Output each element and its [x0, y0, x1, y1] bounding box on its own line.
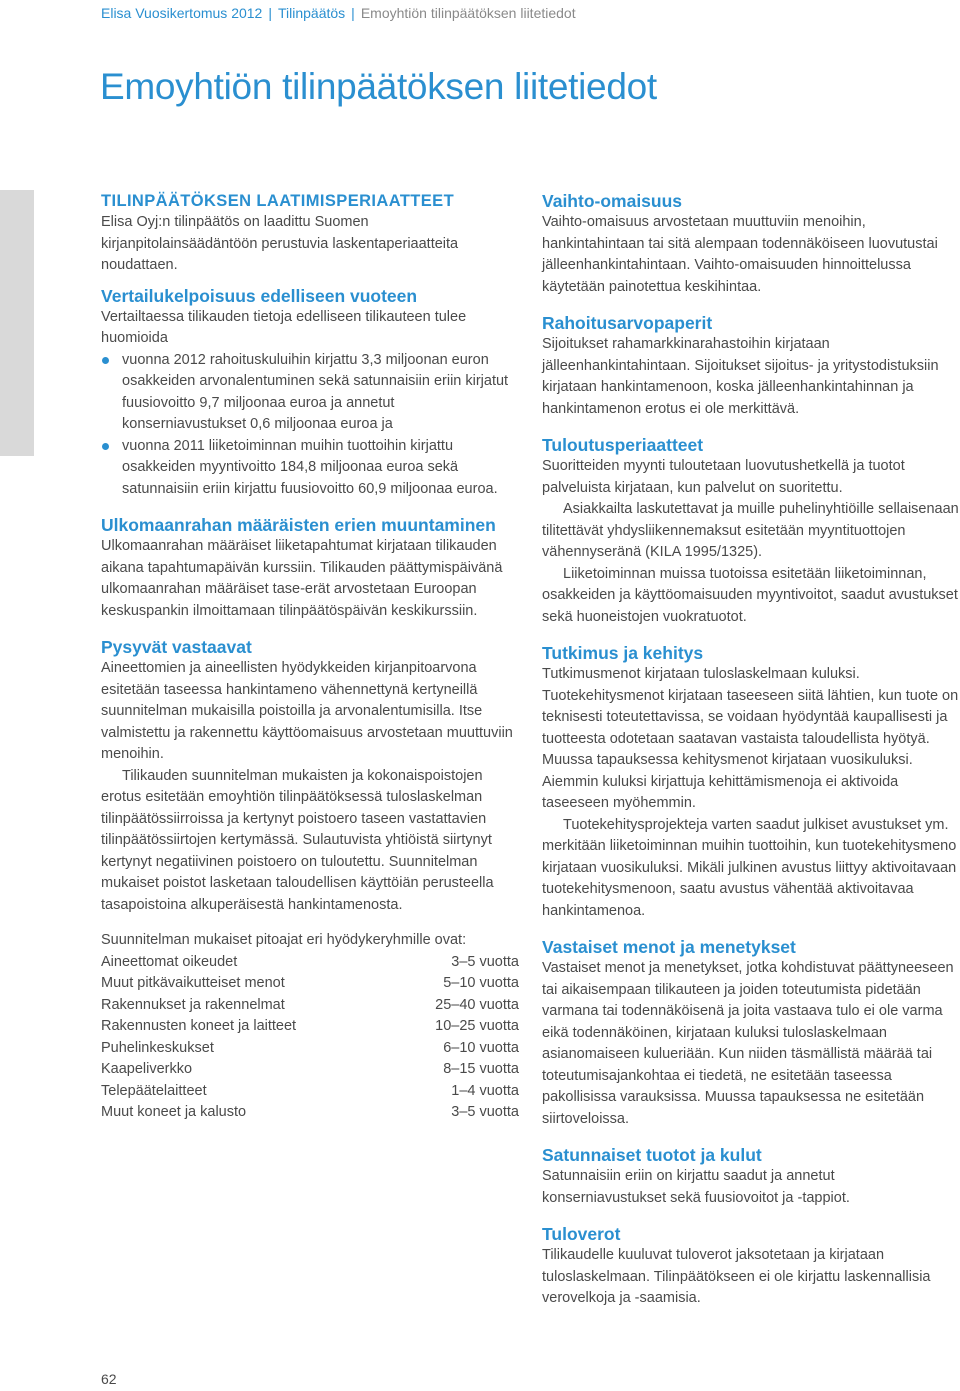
table-row: Muut koneet ja kalusto 3–5 vuotta [101, 1104, 519, 1120]
paragraph: Vertailtaessa tilikauden tietoja edelliseen tilikauteen tulee huomioida [101, 308, 467, 346]
breadcrumb-current: Emoyhtiön tilinpäätöksen liitetiedot [360, 5, 576, 21]
page-number: 62 [101, 1371, 117, 1387]
section-inventories [542, 190, 960, 298]
section-heading: TILINPÄÄTÖKSEN LAATIMISPERIAATTEET [101, 192, 455, 210]
paragraph: Asiakkailta laskutettavat ja muille puhelinyhtiöille sellaisenaan tilitettävät yhdysliikennemaksut esitetään myyntituottojen vähennyseränä (KILA 1995/1325). [542, 501, 959, 560]
list-item: vuonna 2011 liiketoiminnan muihin tuottoihin kirjattu osakkeiden myyntivoitto 184,8 miljoonaa euroa sekä satunnaisiin eriin kirjattu fuusiovoitto 60,9 miljoonaa euroa. [101, 436, 519, 501]
table-row: Telepäätelaitteet 1–4 vuotta [101, 1082, 519, 1099]
breadcrumb-item-report[interactable]: Elisa Vuosikertomus 2012 [101, 5, 263, 21]
paragraph: Vastaiset menot ja menetykset, jotka kohdistuvat päättyneeseen tai aikaisempaan tilikauteen ja joiden toteutumista pidetään varmana tai todennäköisenä ja joita vastaava tulo ei ole varma eikä todennäköinen, kirjataan kuluksi tuloslaskelmaan asianomaiseen kulueriään. Kun niiden täsmällistä määrää tai toteutumisajankohtaa ei tiedetä, ne esitetään taseessa pakollisissa varauksissa. Muussa tapauksessa ne esitetään siirtoveloissa. [542, 960, 954, 1127]
breadcrumb-separator: | [351, 5, 355, 21]
section-heading: Ulkomaanrahan määräisten erien muuntaminen [101, 515, 496, 535]
paragraph: Tutkimusmenot kirjataan tuloslaskelmaan kuluksi. Tuotekehitysmenot kirjataan taseeseen siitä lähtien, kun tuote on teknisesti toteutettavissa, se voidaan hyödyntää kaupallisesti ja tuotteesta odotetaan saatavan vastaista taloudellista hyötyä. Muussa tapauksessa kehitysmenot kirjataan vuosikuluksi. Aiemmin kuluksi kirjattuja kehittämismenoja ei aktivoida taseeseen myöhemmin. [542, 666, 959, 811]
left-column [101, 190, 519, 1138]
section-heading: Vastaiset menot ja menetykset [542, 937, 796, 957]
section-heading: Pysyvät vastaavat [101, 637, 252, 657]
section-research-development [542, 642, 960, 922]
paragraph: Liiketoiminnan muissa tuotoissa esitetään liiketoiminnan, osakkeiden ja käyttöomaisuuden myyntivoitot, saadut avustukset sekä huoneistojen vuokratuotot. [542, 565, 958, 625]
section-foreign-currency [101, 514, 519, 622]
paragraph: Tilikaudelle kuuluvat tuloverot jaksotetaan ja kirjataan tuloslaskelmaan. Tilinpäätökseen ei ole kirjattu laskennallisia verovelkoja ja -saamisia. [542, 1247, 931, 1306]
side-decoration-bar [0, 190, 34, 456]
right-column [542, 190, 960, 1324]
paragraph: Tuotekehitysprojekteja varten saadut julkiset avustukset ym. merkitään liiketoiminnan muihin tuottoihin, kun tuotekehitysmeno kirjataan vuosikuluksi. Mikäli julkinen avustus liittyy aktivoitavaan tuotekehitysmenoon, saatu avustus vähentää aktivoitavaa hankintamenoa. [542, 816, 957, 919]
table-row: Rakennukset ja rakennelmat 25–40 vuotta [101, 996, 519, 1013]
section-heading: Tutkimus ja kehitys [542, 643, 704, 663]
table-row: Rakennusten koneet ja laitteet 10–25 vuotta [101, 1018, 519, 1034]
table-row: Muut pitkävaikutteiset menot 5–10 vuotta [101, 975, 519, 991]
section-heading: Vaihto-omaisuus [542, 191, 683, 211]
section-heading: Satunnaiset tuotot ja kulut [542, 1145, 762, 1165]
depreciation-table [101, 952, 519, 1124]
paragraph: Suoritteiden myynti tuloutetaan luovutushetkellä ja tuotot palveluista kirjataan, kun palvelut on suoritettu. [542, 458, 905, 496]
bullet-icon [102, 357, 109, 364]
paragraph: Aineettomien ja aineellisten hyödykkeiden kirjanpitoarvona esitetään taseessa hankintameno vähennettynä kertyneillä suunnitelman mukaisilla poistoilla ja arvonalentumisilla. Itse valmistettu ja rakennettu käyttöomaisuus arvostetaan muuttuviin menoihin. [101, 660, 513, 762]
table-row: Puhelinkeskukset 6–10 vuotta [101, 1039, 519, 1056]
breadcrumb-separator: | [268, 5, 272, 21]
table-row: Aineettomat oikeudet 3–5 vuotta [101, 953, 519, 970]
paragraph: Vaihto-omaisuus arvostetaan muuttuviin menoihin, hankintahintaan tai sitä alempaan todennäköiseen luovutustai jälleenhankintahintaan. Vaihto-omaisuuden hinnoittelussa käytetään painotettua keskihintaa. [542, 214, 938, 295]
bullet-list [101, 350, 519, 501]
paragraph: Sijoitukset rahamarkkinarahastoihin kirjataan jälleenhankintahintaan. Sijoitukset sijoitus- ja yritystodistuksiin kirjataan hankintamenoon, koska jälleenhankintahinnan ja hankintamenon erotus ei ole merkittävä. [542, 336, 939, 417]
page-title: Emoyhtiön tilinpäätöksen liitetiedot [100, 66, 657, 107]
section-comparability [101, 285, 519, 501]
paragraph: Elisa Oyj:n tilinpäätös on laadittu Suomen kirjanpitolainsäädäntöön perustuvia laskentaperiaatteita noudattaen. [101, 214, 459, 273]
breadcrumb [101, 5, 576, 21]
section-heading: Vertailukelpoisuus edelliseen vuoteen [101, 285, 418, 306]
list-item: vuonna 2012 rahoituskuluihin kirjattu 3,3 miljoonan euron osakkeiden arvonalentuminen sekä satunnaisiin eriin kirjatut fuusiovoitto 9,7 miljoonaa euroa ja annetut konserniavustukset 0,6 miljoonaa euroa ja [101, 350, 519, 436]
paragraph: Ulkomaanrahan määräiset liiketapahtumat kirjataan tilikauden aikana tapahtumapäivän kurssiin. Tilikauden päättymispäivänä ulkomaanrahan määräiset tase-erät arvostetaan Euroopan keskuspankin ilmoittamaan tilinpäätöspäivän keskikurssiin. [101, 538, 503, 619]
section-future-expenses [542, 936, 960, 1130]
table-intro: Suunnitelman mukaiset pitoajat eri hyödykeryhmille ovat: [101, 932, 467, 948]
section-extraordinary-items [542, 1144, 960, 1209]
section-income-taxes [542, 1223, 960, 1310]
section-heading: Tuloverot [542, 1224, 621, 1244]
section-revenue-recognition [542, 434, 960, 628]
section-fixed-assets [101, 636, 519, 1124]
section-principles [101, 190, 519, 277]
section-heading: Rahoitusarvopaperit [542, 313, 713, 333]
paragraph: Tilikauden suunnitelman mukaisten ja kokonaispoistojen erotus esitetään emoyhtiön tilinpäätöksessä tuloslaskelman tilinpäätössiirroissa ja kertynyt poistoero taseen vastattavien tilinpäätössiirtojen kertymässä. Sulautuvista yhtiöistä siirtynyt kertynyt negatiivinen poistoero on tuloutettu. Suunnitelman mukaiset poistot lasketaan taloudellisen käyttöiän perusteella tasapoistoina alkuperäisestä hankintamenosta. [101, 767, 494, 913]
section-heading: Tuloutusperiaatteet [542, 435, 704, 455]
breadcrumb-item-statements[interactable]: Tilinpäätös [277, 5, 346, 21]
bullet-icon [102, 443, 109, 450]
section-securities [542, 312, 960, 420]
paragraph: Satunnaisiin eriin on kirjattu saadut ja annetut konserniavustukset sekä fuusiovoitot ja -tappiot. [542, 1168, 850, 1206]
table-row: Kaapeliverkko 8–15 vuotta [101, 1061, 519, 1077]
